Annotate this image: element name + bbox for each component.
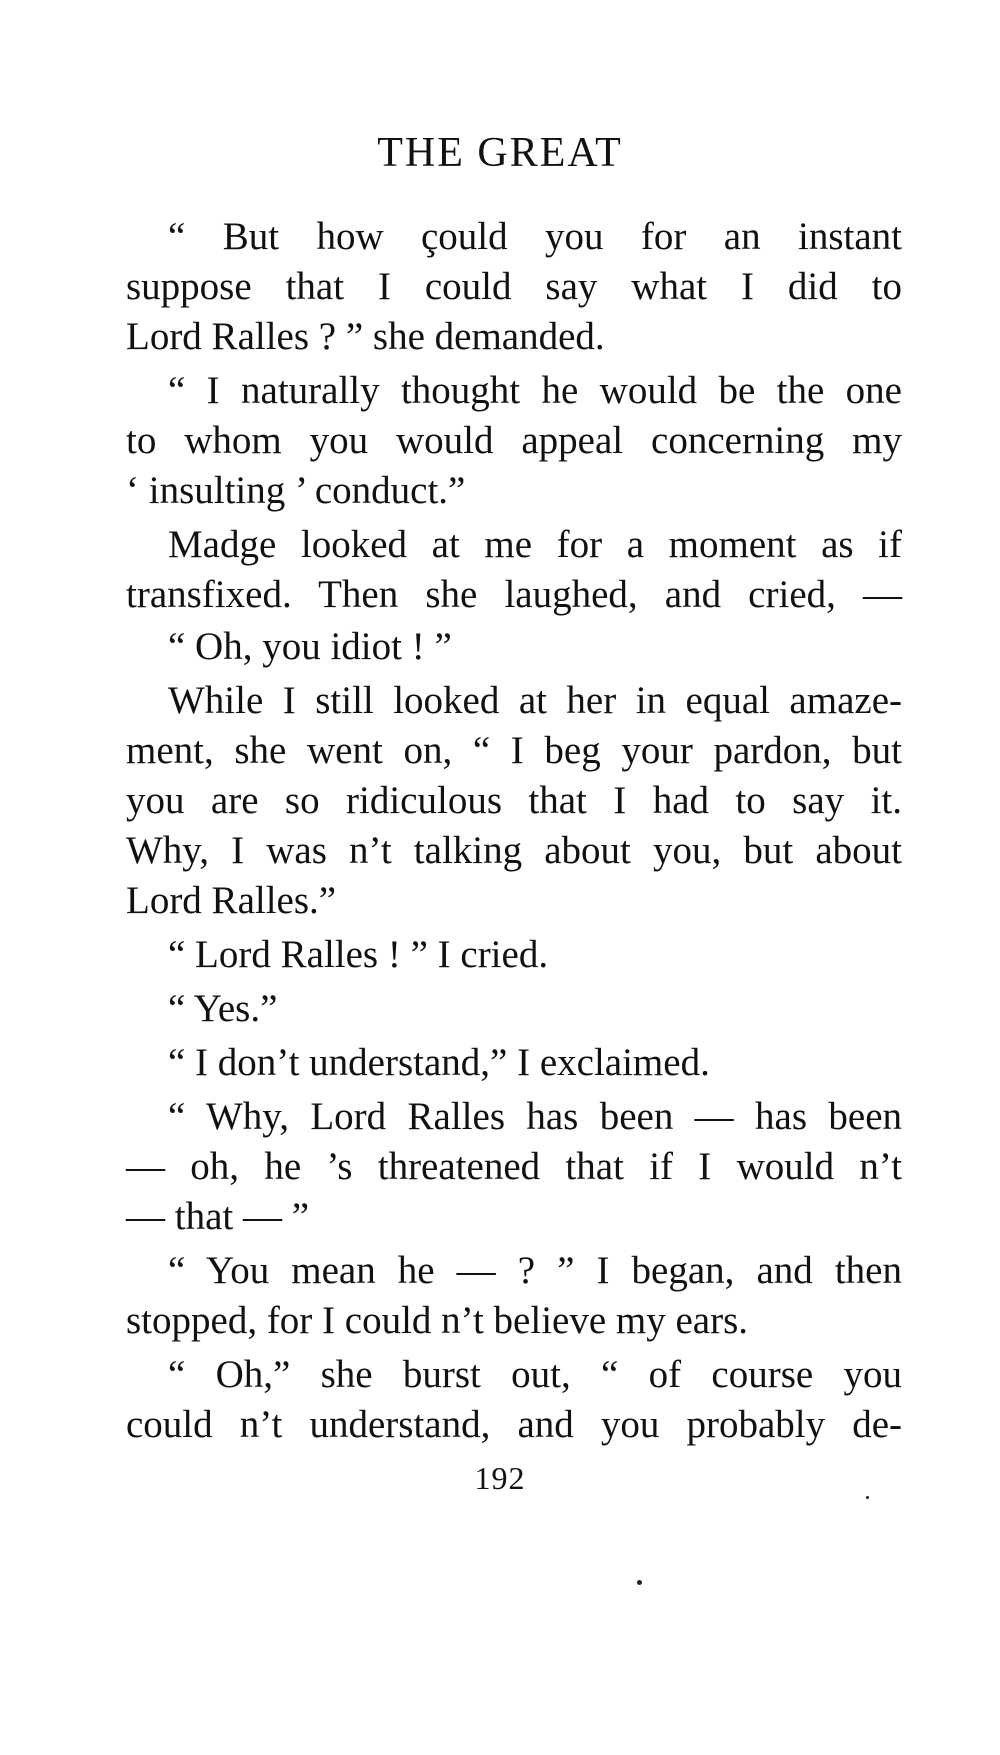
text-line: “ Lord Ralles ! ” I cried. xyxy=(168,933,549,976)
text-line: stopped, for I could n’t believe my ears. xyxy=(126,1299,749,1342)
page-number: 192 xyxy=(474,1460,526,1496)
text-line: “ Yes.” xyxy=(168,987,278,1030)
text-line: “ You mean he — ? ” I began, and then xyxy=(168,1249,902,1292)
text-line: Why, I was n’t talking about you, but about xyxy=(126,829,902,872)
text-line: transfixed. Then she laughed, and cried, — xyxy=(126,573,902,616)
text-line: “ Oh,” she burst out, “ of course you xyxy=(168,1353,902,1396)
text-line: — oh, he ’s threatened that if I would n’t xyxy=(126,1145,902,1188)
text-line: “ I naturally thought he would be the one xyxy=(168,369,902,412)
running-head: THE GREAT xyxy=(377,130,623,176)
text-line: “ I don’t understand,” I exclaimed. xyxy=(168,1041,710,1084)
text-line: Lord Ralles ? ” she demanded. xyxy=(126,315,605,358)
text-line: ‘ insulting ’ conduct.” xyxy=(126,469,466,512)
text-line: Madge looked at me for a moment as if xyxy=(168,523,902,566)
text-line: While I still looked at her in equal amaze- xyxy=(168,679,902,722)
text-line: could n’t understand, and you probably de- xyxy=(126,1403,902,1446)
text-line: you are so ridiculous that I had to say it. xyxy=(126,779,902,822)
text-line: “ Why, Lord Ralles has been — has been xyxy=(168,1095,902,1138)
text-line: — that — ” xyxy=(126,1195,310,1238)
text-line: to whom you would appeal concerning my xyxy=(126,419,902,462)
print-speck xyxy=(866,1496,869,1499)
text-line: Lord Ralles.” xyxy=(126,879,337,922)
text-line: ment, she went on, “ I beg your pardon, but xyxy=(126,729,902,772)
text-line: “ Oh, you idiot ! ” xyxy=(168,625,452,668)
text-line: suppose that I could say what I did to xyxy=(126,265,902,308)
print-speck xyxy=(637,1580,642,1585)
text-line: “ But how çould you for an instant xyxy=(168,215,902,258)
